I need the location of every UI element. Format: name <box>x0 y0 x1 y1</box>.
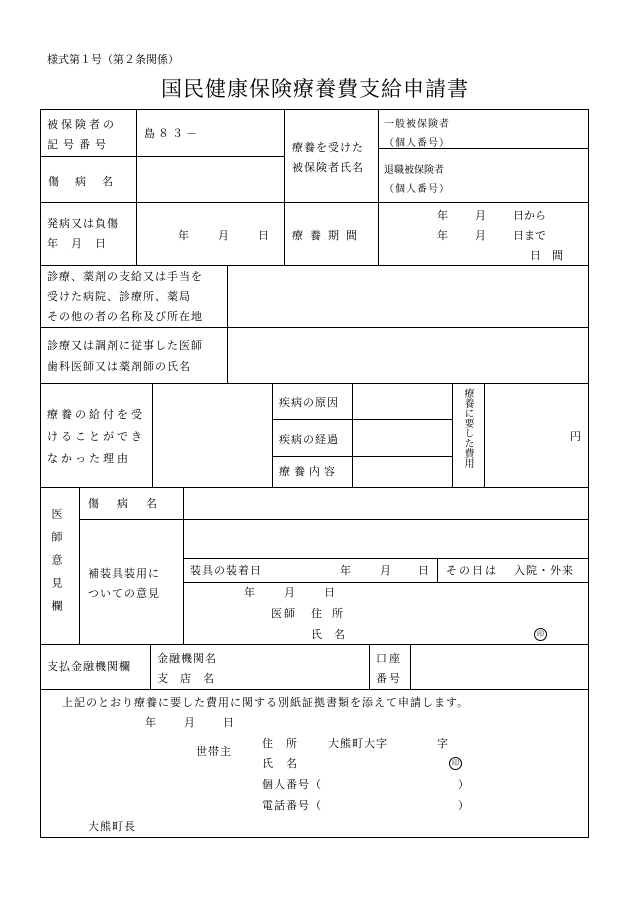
divider <box>40 487 589 488</box>
retired-insured-id: （個人番号） <box>384 184 450 195</box>
applicant-name-label: 氏名 <box>262 757 310 770</box>
bank-institution-label: 金融機関名 <box>157 652 217 665</box>
divider <box>484 383 485 487</box>
divider <box>227 265 228 383</box>
divider <box>352 383 353 487</box>
insured-id-label: 被保険者の <box>47 118 117 131</box>
recipient-label: 被保険者氏名 <box>292 161 364 174</box>
divider <box>40 265 589 266</box>
recipient-label: 療養を受けた <box>292 141 364 154</box>
divider <box>437 558 438 582</box>
applicant-address-label: 住所 <box>262 737 310 750</box>
status-label: その日は <box>446 564 498 577</box>
addressee: 大熊町長 <box>88 820 136 833</box>
bank-branch-label: 支店名 <box>157 672 226 685</box>
divider <box>40 644 589 645</box>
period-label: 療養期間 <box>292 229 364 242</box>
divider <box>40 383 589 384</box>
divider <box>40 156 284 157</box>
provider-label: その他の者の名称及び所在地 <box>47 310 203 323</box>
fit-month: 月 <box>380 564 391 577</box>
insured-id-value: 島８３－ <box>144 127 200 140</box>
treatment-content-label: 療養内容 <box>279 465 339 478</box>
declaration-month: 月 <box>184 716 195 729</box>
reason-label: 療養の給付を受 <box>47 408 145 421</box>
sign-month: 月 <box>284 586 295 599</box>
reason-label: けることができ <box>47 430 145 443</box>
divider <box>40 689 589 690</box>
injury-label: 傷病名 <box>48 175 129 188</box>
border-right <box>588 109 589 838</box>
period-to-month: 月 <box>475 229 486 242</box>
sign-year: 年 <box>244 586 255 599</box>
sign-day: 日 <box>324 586 335 599</box>
practitioner-label: 診療又は調剤に従事した医師 <box>47 339 203 352</box>
seal-mark: 印 <box>449 757 462 770</box>
divider <box>272 456 452 457</box>
personal-number-close: ） <box>458 778 469 791</box>
onset-month: 月 <box>218 229 229 242</box>
divider <box>183 487 184 644</box>
doctor-address-label: 住所 <box>311 607 353 620</box>
page-title: 国民健康保険療養費支給申請書 <box>161 77 469 101</box>
divider <box>452 383 453 487</box>
general-insured-id: （個人番号） <box>384 138 450 149</box>
period-from-year: 年 <box>437 209 448 222</box>
divider <box>272 383 273 487</box>
fit-date-label: 装具の装着日 <box>190 564 262 577</box>
treatment-cost-label: 療養に要した費用 <box>462 388 473 468</box>
doctor-label: 医師 <box>271 607 297 620</box>
divider <box>369 644 370 689</box>
personal-number-label: 個人番号（ <box>262 778 322 791</box>
provider-label: 診療、薬剤の支給又は手当を <box>47 270 203 283</box>
divider <box>183 582 589 583</box>
form-number: 様式第１号（第２条関係） <box>47 53 179 66</box>
divider <box>40 202 589 203</box>
device-opinion-label: 補装具装用に <box>88 567 160 580</box>
border-top <box>40 109 589 110</box>
onset-day: 日 <box>258 229 269 242</box>
retired-insured-label: 退職被保険者 <box>384 165 444 176</box>
divider <box>79 487 80 644</box>
onset-label: 年月日 <box>47 237 119 250</box>
applicant-aza: 字 <box>437 737 448 750</box>
divider <box>40 327 589 328</box>
period-to-year: 年 <box>437 229 448 242</box>
divider <box>79 519 589 520</box>
practitioner-label: 歯科医師又は薬剤師の氏名 <box>47 360 191 373</box>
provider-label: 受けた病院、診療所、薬局 <box>47 290 191 303</box>
fit-day: 日 <box>418 564 429 577</box>
border-bottom <box>40 837 589 838</box>
account-label: 番号 <box>376 672 402 685</box>
course-label: 疾病の経過 <box>279 433 339 446</box>
account-label: 口座 <box>376 652 402 665</box>
yen-unit: 円 <box>570 430 581 443</box>
cause-label: 疾病の原因 <box>279 396 339 409</box>
seal-mark: 印 <box>534 628 547 641</box>
period-to: 日まで <box>513 229 546 242</box>
period-from: 日から <box>513 209 546 222</box>
phone-number-close: ） <box>458 799 469 812</box>
status-options: 入院・外来 <box>514 564 574 577</box>
period-from-month: 月 <box>475 209 486 222</box>
device-opinion-label: ついての意見 <box>88 587 160 600</box>
divider <box>150 644 151 689</box>
applicant-town: 大熊町大字 <box>328 737 388 750</box>
declaration-day: 日 <box>223 716 234 729</box>
divider <box>378 109 379 265</box>
doctor-opinion-section-label: 医師意見欄 <box>50 508 63 623</box>
reason-label: なかった理由 <box>47 452 131 465</box>
divider <box>410 644 411 689</box>
divider <box>152 383 153 487</box>
period-days: 日 間 <box>530 249 563 262</box>
divider <box>284 109 285 265</box>
onset-year: 年 <box>178 229 189 242</box>
general-insured-label: 一般被保険者 <box>384 119 450 130</box>
opinion-injury-label: 傷病名 <box>88 497 175 510</box>
declaration-year: 年 <box>145 716 156 729</box>
phone-number-label: 電話番号（ <box>262 799 322 812</box>
declaration-statement: 上記のとおり療養に要した費用に関する別紙証拠書類を添えて申請します。 <box>62 696 470 709</box>
divider <box>272 419 452 420</box>
divider <box>136 109 137 265</box>
fit-year: 年 <box>340 564 351 577</box>
divider <box>183 558 589 559</box>
onset-label: 発病又は負傷 <box>47 217 119 230</box>
bank-section-label: 支払金融機関欄 <box>47 660 131 673</box>
border-left <box>40 109 41 838</box>
doctor-name-label: 氏名 <box>311 628 357 641</box>
insured-id-label: 記号番号 <box>47 138 111 151</box>
householder-label: 世帯主 <box>196 745 232 758</box>
